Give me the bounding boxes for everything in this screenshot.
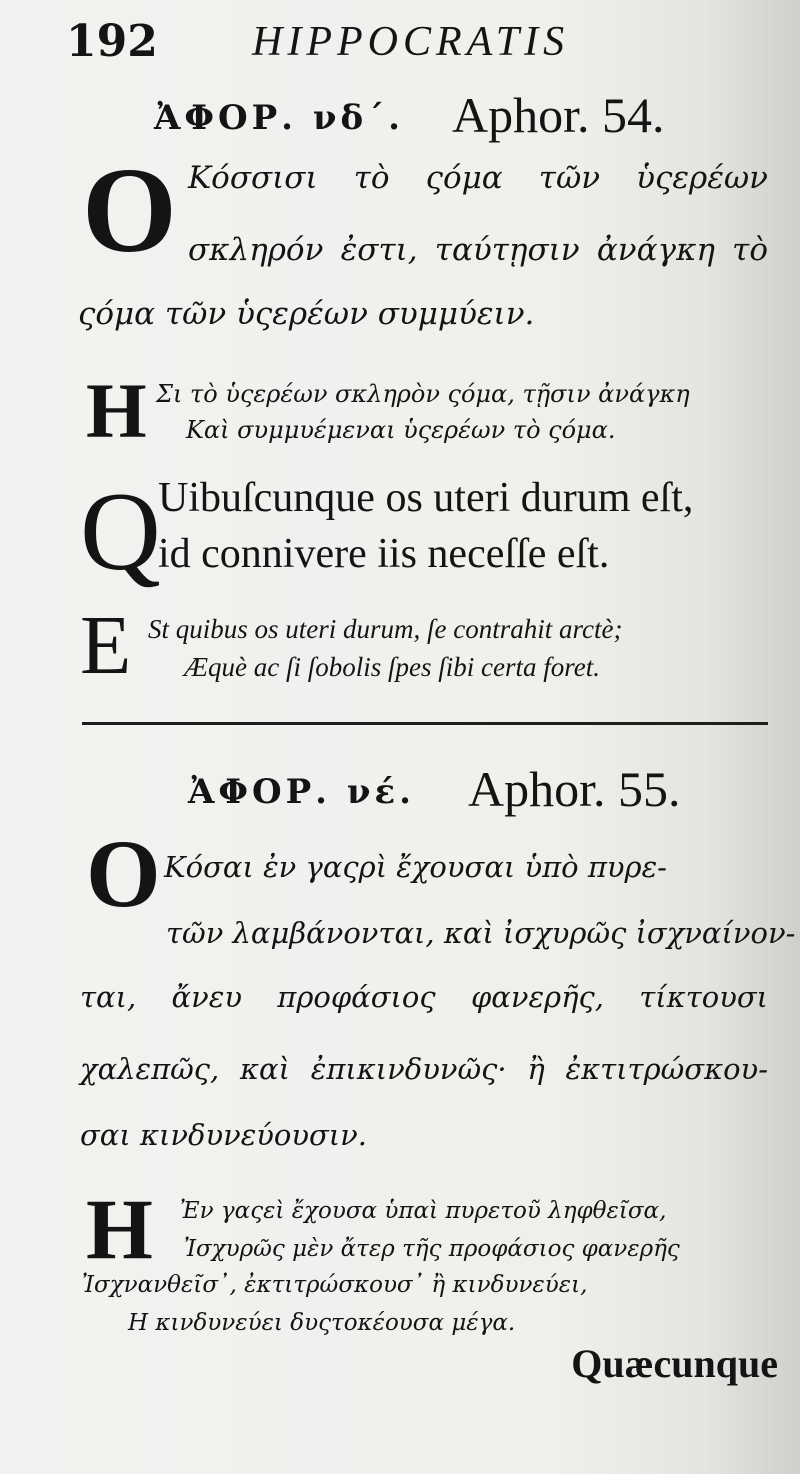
greek-text-line: σκληρόν ἐστι, ταύτῃσιν ἀνάγκη τὸ bbox=[188, 232, 768, 268]
section-divider bbox=[82, 722, 768, 725]
latin-text-line: id connivere iis neceſſe eſt. bbox=[158, 531, 610, 577]
greek-text-line: ται, ἄνευ προφάσιος φανερῆς, τίκτουσι bbox=[80, 980, 768, 1014]
drop-cap-o: O bbox=[86, 820, 161, 927]
greek-verse-line: Σι τὸ ὑςερέων σκληρὸν ςόμα, τῇσιν ἀνάγκη bbox=[156, 380, 690, 408]
catchword: Quæcunque bbox=[571, 1341, 778, 1386]
aphorism-54-latin-heading: Aphor. 54. bbox=[452, 87, 665, 143]
drop-cap-q: Q bbox=[80, 470, 161, 594]
greek-text-line: τῶν λαμβάνονται, καὶ ἰσχυρῶς ἰσχναίνον- bbox=[166, 916, 796, 950]
latin-verse-line: St quibus os uteri durum, ſe contrahit arctè; bbox=[148, 614, 623, 644]
drop-cap-e: E bbox=[80, 599, 132, 692]
latin-text-line: Uibuſcunque os uteri durum eſt, bbox=[158, 475, 694, 521]
greek-text-line: Κόσσισι τὸ ςόμα τῶν ὑςερέων bbox=[188, 160, 768, 196]
greek-text-line: Κόσαι ἐν γαςρὶ ἔχουσαι ὑπὸ πυρε- bbox=[164, 850, 667, 884]
greek-verse-line: Η κινδυνεύει δυςτοκέουσα μέγα. bbox=[128, 1310, 516, 1336]
aphorism-54-greek-heading: ἈΦΟΡ. νδ΄. bbox=[154, 98, 404, 138]
running-title: HIPPOCRATIS bbox=[252, 19, 570, 65]
greek-verse-line: Καὶ συμμυέμεναι ὑςερέων τὸ ςόμα. bbox=[186, 416, 616, 444]
drop-cap-o: O bbox=[82, 143, 177, 278]
latin-verse-line: Æquè ac ſi ſobolis ſpes ſibi certa foret. bbox=[184, 652, 600, 682]
greek-text-line: χαλεπῶς, καὶ ἐπικινδυνῶς· ἢ ἐκτιτρώσκου- bbox=[80, 1052, 768, 1086]
page-number: 192 bbox=[66, 16, 158, 67]
greek-text-line: ςόμα τῶν ὑςερέων συμμύειν. bbox=[78, 296, 535, 332]
greek-verse-line: Ἐν γαςεὶ ἔχουσα ὑπαὶ πυρετοῦ ληφθεῖσα, bbox=[180, 1198, 667, 1224]
aphorism-55-greek-heading: ἈΦΟΡ. νέ. bbox=[188, 772, 415, 812]
greek-verse-line: Ἰσχυρῶς μὲν ἄτερ τῆς προφάσιος φανερῆς bbox=[184, 1236, 680, 1262]
drop-cap-h: H bbox=[86, 1181, 153, 1277]
greek-verse-line: Ἰσχνανθεῖσ᾽, ἐκτιτρώσκουσ᾽ ἢ κινδυνεύει, bbox=[82, 1272, 588, 1298]
aphorism-55-latin-heading: Aphor. 55. bbox=[468, 761, 681, 817]
drop-cap-h: H bbox=[86, 367, 147, 454]
greek-text-line: σαι κινδυνεύουσιν. bbox=[80, 1118, 367, 1152]
